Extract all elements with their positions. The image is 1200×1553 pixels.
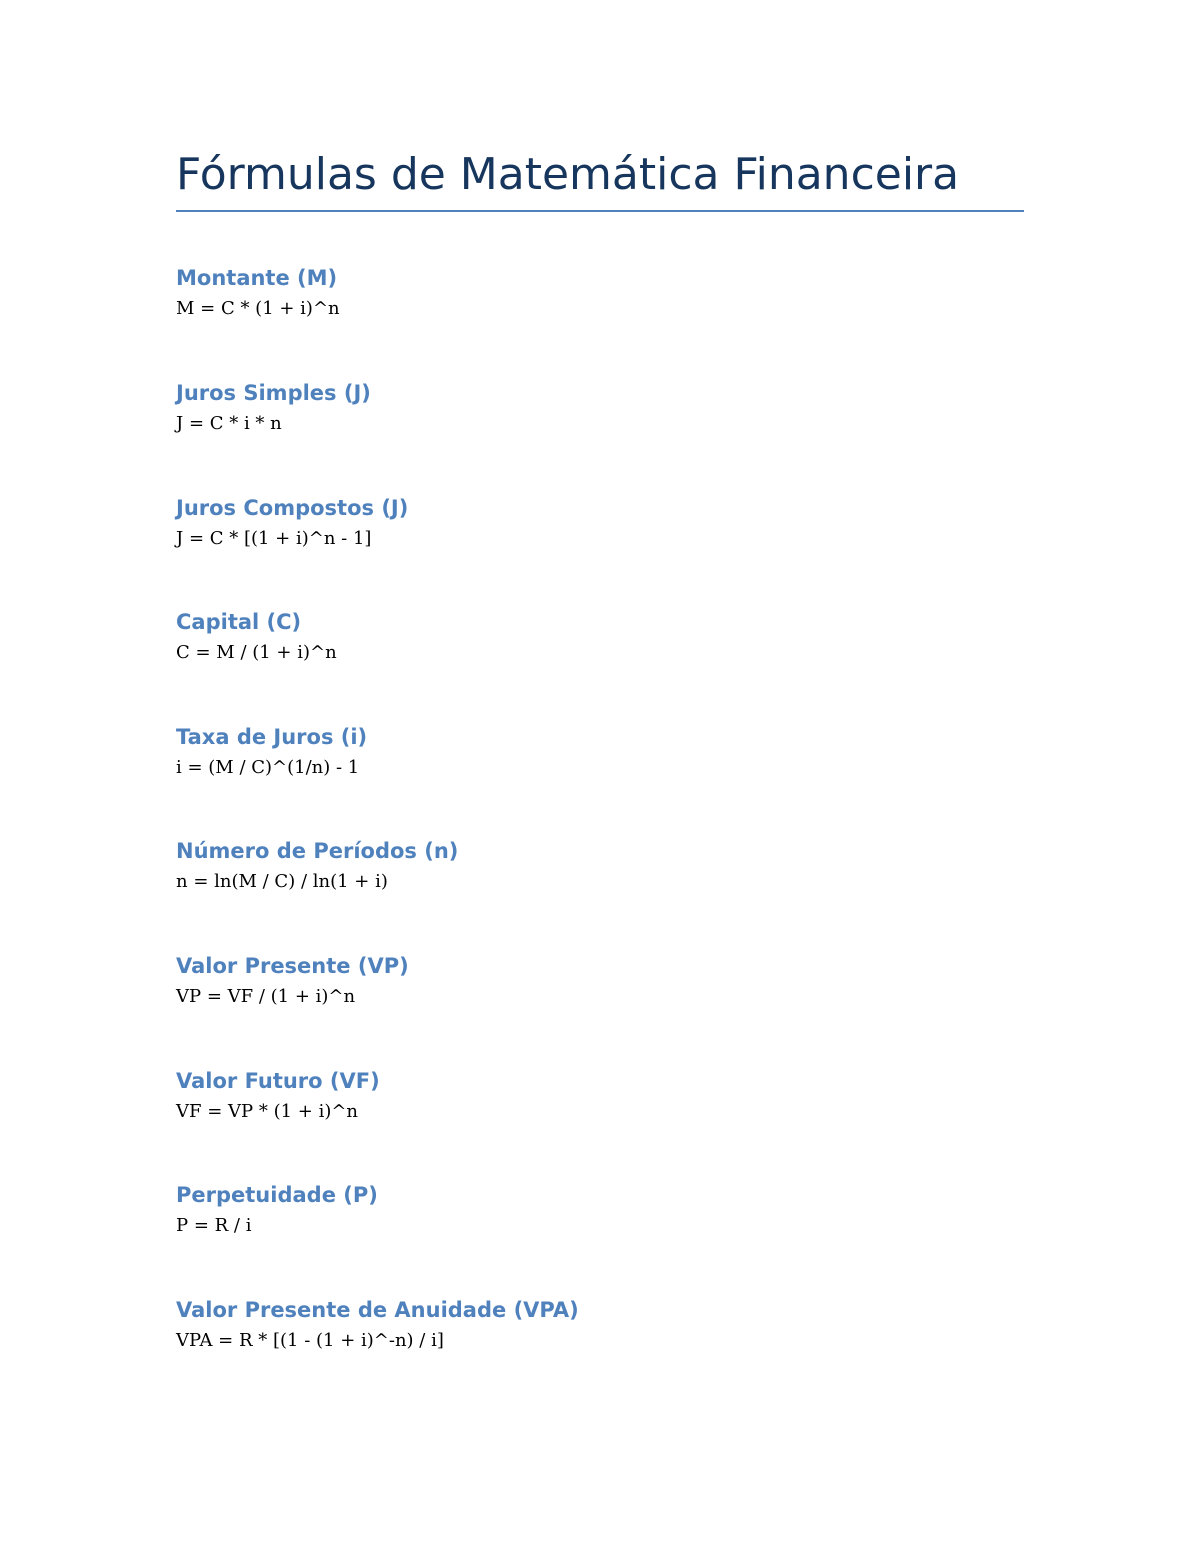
section-heading: Capital (C) [176,610,302,634]
section-juros-compostos [176,493,408,551]
formula-text: J = C * i * n [176,413,282,434]
section-heading: Número de Períodos (n) [176,839,459,863]
section-perpetuidade [176,1180,378,1238]
section-heading: Taxa de Juros (i) [176,725,368,749]
section-heading: Valor Presente (VP) [176,954,409,978]
section-numero-de-periodos [176,836,458,894]
formula-text: VPA = R * [(1 - (1 + i)^-n) / i] [176,1330,444,1351]
formula-text: VP = VF / (1 + i)^n [176,986,356,1007]
title-underline [176,210,1024,212]
section-heading: Juros Compostos (J) [176,496,409,520]
section-valor-futuro [176,1066,380,1124]
formula-text: C = M / (1 + i)^n [176,642,337,663]
formula-text: VF = VP * (1 + i)^n [176,1101,359,1122]
section-juros-simples [176,378,371,436]
section-montante [176,263,340,321]
section-heading: Perpetuidade (P) [176,1183,378,1207]
section-capital [176,607,337,665]
section-heading: Valor Presente de Anuidade (VPA) [176,1298,579,1322]
formula-text: i = (M / C)^(1/n) - 1 [176,757,360,778]
formula-text: n = ln(M / C) / ln(1 + i) [176,871,388,892]
document-title: Fórmulas de Matemática Financeira [176,149,960,200]
section-valor-presente-anuidade [176,1295,579,1353]
formula-text: J = C * [(1 + i)^n - 1] [176,528,372,549]
section-heading: Montante (M) [176,266,338,290]
section-valor-presente [176,951,409,1009]
formula-text: M = C * (1 + i)^n [176,298,340,319]
section-heading: Juros Simples (J) [176,381,371,405]
section-taxa-de-juros [176,722,367,780]
formula-text: P = R / i [176,1215,252,1236]
section-heading: Valor Futuro (VF) [176,1069,380,1093]
